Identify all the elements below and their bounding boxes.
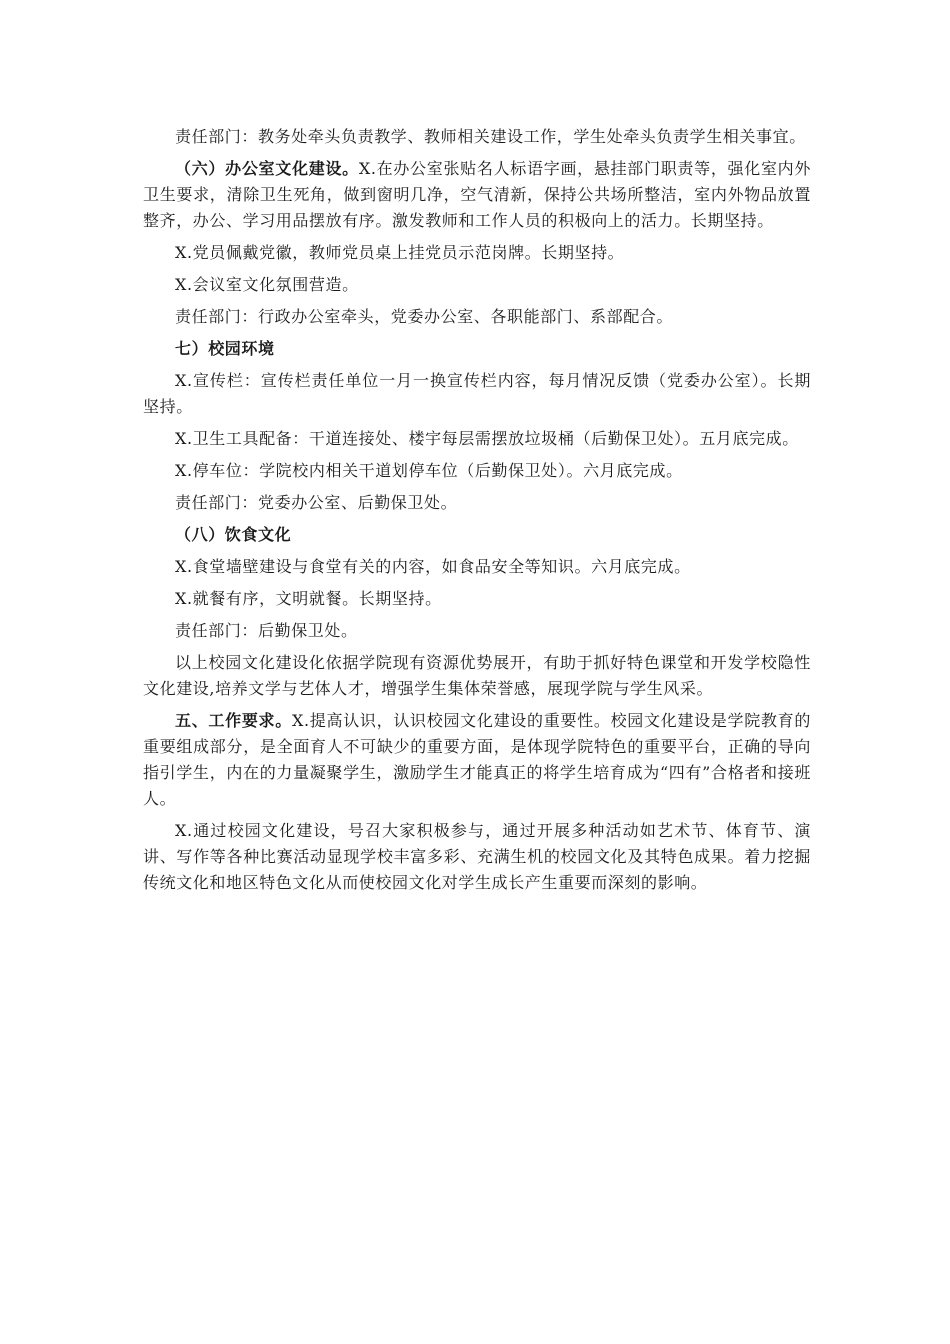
section-heading-food-culture: （八）饮食文化 xyxy=(175,525,292,544)
paragraph-meeting-room: X.会议室文化氛围营造。 xyxy=(175,275,359,294)
paragraph-dining-order: X.就餐有序，文明就餐。长期坚持。 xyxy=(175,589,442,608)
paragraph-sanitation-tools: X.卫生工具配备：干道连接处、楼宇每层需摆放垃圾桶（后勤保卫处）。五月底完成。 xyxy=(175,429,799,448)
paragraph-participation: X.通过校园文化建设，号召大家积极参与，通过开展多种活动如艺术节、体育节、演讲、写作等各种比赛活动显现学校丰富多彩、充满生机的校园文化及其特色成果。着力挖掘传统文化和地区特色文化从而使校园文化对学生成长产生重要而深刻的影响。 xyxy=(143,821,811,892)
paragraph-work-requirements-body: X.提高认识，认识校园文化建设的重要性。校园文化建设是学院教育的重要组成部分，是全面育人不可缺少的重要方面，是体现学院特色的重要平台，正确的导向指引学生，内在的力量凝聚学生，激励学生才能真正的将学生培育成为“四有”合格者和接班人。 xyxy=(143,711,811,808)
paragraph-party-badge: X.党员佩戴党徽，教师党员桌上挂党员示范岗牌。长期坚持。 xyxy=(175,243,625,262)
paragraph-responsibility-office: 责任部门：行政办公室牵头，党委办公室、各职能部门、系部配合。 xyxy=(175,307,674,326)
paragraph-bulletin-board: X.宣传栏：宣传栏责任单位一月一换宣传栏内容，每月情况反馈（党委办公室）。长期坚持。 xyxy=(143,371,811,416)
section-heading-office-culture: （六）办公室文化建设。 xyxy=(175,159,359,178)
paragraph-canteen-wall: X.食堂墙壁建设与食堂有关的内容，如食品安全等知识。六月底完成。 xyxy=(175,557,691,576)
section-heading-campus-environment: 七）校园环境 xyxy=(175,339,275,358)
section-heading-work-requirements: 五、工作要求。 xyxy=(175,711,292,730)
paragraph-work-requirements xyxy=(143,708,811,812)
paragraph-parking: X.停车位：学院校内相关干道划停车位（后勤保卫处）。六月底完成。 xyxy=(175,461,683,480)
paragraph-responsibility-teaching: 责任部门：教务处牵头负责教学、教师相关建设工作，学生处牵头负责学生相关事宜。 xyxy=(175,127,806,146)
paragraph-office-culture xyxy=(143,156,811,234)
paragraph-responsibility-food: 责任部门：后勤保卫处。 xyxy=(175,621,358,640)
paragraph-summary: 以上校园文化建设化依据学院现有资源优势展开，有助于抓好特色课堂和开发学校隐性文化建设,培养文学与艺体人才，增强学生集体荣誉感，展现学院与学生风采。 xyxy=(143,653,811,698)
paragraph-responsibility-environment: 责任部门：党委办公室、后勤保卫处。 xyxy=(175,493,458,512)
document-page xyxy=(143,124,811,896)
paragraph-office-culture-body: X.在办公室张贴名人标语字画，悬挂部门职责等，强化室内外卫生要求，清除卫生死角，做到窗明几净，空气清新，保持公共场所整洁，室内外物品放置整齐，办公、学习用品摆放有序。激发教师和工作人员的积极向上的活力。长期坚持。 xyxy=(143,159,811,230)
